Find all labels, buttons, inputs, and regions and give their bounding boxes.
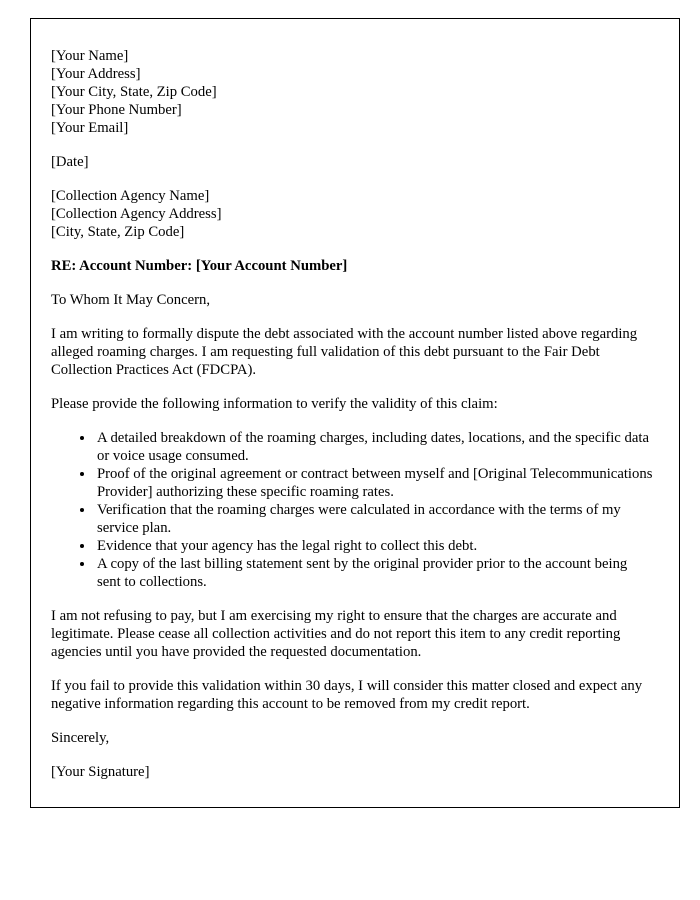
- sender-name: [Your Name]: [51, 48, 129, 64]
- recipient-address: [Collection Agency Address]: [51, 206, 222, 222]
- sender-email: [Your Email]: [51, 120, 129, 136]
- paragraph-dispute: I am writing to formally dispute the debt associated with the account number listed above regarding alleged roaming charges. I am requesting full validation of this debt pursuant to the Fair Debt Collection Practices Act (FDCPA).: [51, 326, 638, 378]
- letter-page: [30, 18, 680, 808]
- paragraph-deadline: If you fail to provide this validation within 30 days, I will consider this matter closed and expect any negative information regarding this account to be removed from my credit report.: [51, 678, 643, 712]
- recipient-name: [Collection Agency Name]: [51, 188, 210, 204]
- letter-date: [Date]: [51, 154, 89, 170]
- signature-placeholder: [Your Signature]: [51, 764, 150, 780]
- request-item-verification: • Verification that the roaming charges were calculated in accordance with the terms of my service plan.: [95, 501, 653, 537]
- request-item-billing-statement: • A copy of the last billing statement sent by the original provider prior to the account being sent to collections.: [95, 555, 653, 591]
- request-item-agreement-proof: • Proof of the original agreement or contract between myself and [Original Telecommunications Provider] authorizing these specific roaming rates.: [95, 465, 653, 501]
- sender-phone: [Your Phone Number]: [51, 102, 182, 118]
- sender-address: [Your Address]: [51, 66, 141, 82]
- paragraph-not-refusing: I am not refusing to pay, but I am exercising my right to ensure that the charges are accurate and legitimate. Please cease all collection activities and do not report this item to any credit reporting agencies until you have provided the requested documentation.: [51, 608, 621, 660]
- request-list: [51, 429, 653, 591]
- recipient-city-state-zip: [City, State, Zip Code]: [51, 224, 185, 240]
- closing: Sincerely,: [51, 730, 110, 746]
- sender-city-state-zip: [Your City, State, Zip Code]: [51, 84, 217, 100]
- request-item-legal-right: • Evidence that your agency has the legal right to collect this debt.: [95, 537, 653, 555]
- letter-body: [31, 19, 679, 808]
- sender-address-block: [51, 47, 653, 137]
- subject-line: RE: Account Number: [Your Account Number]: [51, 258, 348, 274]
- recipient-address-block: [51, 187, 653, 241]
- paragraph-request-intro: Please provide the following information to verify the validity of this claim:: [51, 396, 498, 412]
- salutation: To Whom It May Concern,: [51, 292, 211, 308]
- request-item-breakdown: • A detailed breakdown of the roaming charges, including dates, locations, and the specific data or voice usage consumed.: [95, 429, 653, 465]
